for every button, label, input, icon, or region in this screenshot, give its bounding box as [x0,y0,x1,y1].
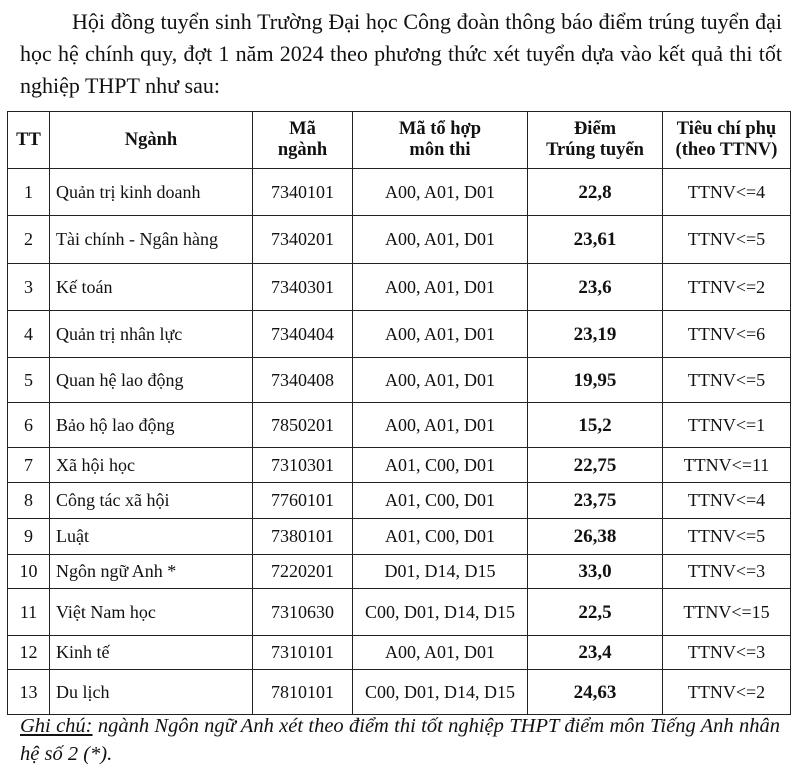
header-to-hop [353,112,528,169]
subject-combination: A00, A01, D01 [353,216,528,264]
major-code: 7310101 [253,636,353,670]
major-name: Công tác xã hội [50,483,253,519]
admission-score: 23,4 [528,636,663,670]
header-tieu-chi [663,112,791,169]
header-to-hop-line-1: Mã tổ hợp [398,119,482,139]
row-number: 7 [8,448,50,483]
header-diem-line-1: Điểm [573,119,617,139]
major-name: Ngôn ngữ Anh * [50,555,253,589]
admission-score: 23,19 [528,311,663,358]
subject-combination: C00, D01, D14, D15 [353,670,528,715]
row-number: 13 [8,670,50,715]
secondary-criterion: TTNV<=11 [663,448,791,483]
header-ma-nganh-line-1: Mã [289,119,316,139]
major-name: Kế toán [50,264,253,311]
major-code: 7310301 [253,448,353,483]
header-nganh: Ngành [50,112,253,169]
major-name: Kinh tế [50,636,253,670]
header-tieu-chi-line-2: (theo TTNV) [675,140,778,160]
subject-combination: A00, A01, D01 [353,636,528,670]
footnote-text: ngành Ngôn ngữ Anh xét theo điểm thi tốt nghiệp THPT điểm môn Tiếng Anh nhân hệ số 2 (*). [20,715,780,765]
secondary-criterion: TTNV<=3 [663,555,791,589]
admission-score: 23,61 [528,216,663,264]
major-name: Du lịch [50,670,253,715]
row-number: 5 [8,358,50,403]
major-code: 7760101 [253,483,353,519]
major-name: Bảo hộ lao động [50,403,253,448]
major-name: Quan hệ lao động [50,358,253,403]
table-row [8,519,791,555]
major-name: Quản trị kinh doanh [50,169,253,216]
row-number: 9 [8,519,50,555]
admission-score: 22,8 [528,169,663,216]
admission-score: 22,75 [528,448,663,483]
major-code: 7810101 [253,670,353,715]
table-row [8,670,791,715]
admission-score: 33,0 [528,555,663,589]
table-row [8,483,791,519]
table-row [8,311,791,358]
table-row [8,358,791,403]
subject-combination: A00, A01, D01 [353,358,528,403]
header-tt: TT [8,112,50,169]
header-diem-line-2: Trúng tuyển [546,140,644,160]
major-code: 7340201 [253,216,353,264]
subject-combination: A00, A01, D01 [353,169,528,216]
major-code: 7340301 [253,264,353,311]
row-number: 6 [8,403,50,448]
subject-combination: A00, A01, D01 [353,264,528,311]
major-code: 7380101 [253,519,353,555]
secondary-criterion: TTNV<=6 [663,311,791,358]
footnote [20,712,780,768]
admission-score: 23,6 [528,264,663,311]
header-diem [528,112,663,169]
admission-scores-table [7,111,791,715]
admission-score: 15,2 [528,403,663,448]
subject-combination: D01, D14, D15 [353,555,528,589]
header-ma-nganh-line-2: ngành [277,140,328,160]
table-header-row [8,112,791,169]
row-number: 1 [8,169,50,216]
admission-score: 22,5 [528,589,663,636]
secondary-criterion: TTNV<=4 [663,169,791,216]
intro-paragraph: Hội đồng tuyển sinh Trường Đại học Công đoàn thông báo điểm trúng tuyển đại học hệ chính quy, đợt 1 năm 2024 theo phương thức xét tuyển dựa vào kết quả thi tốt nghiệp THPT như sau: [20,9,782,98]
secondary-criterion: TTNV<=4 [663,483,791,519]
subject-combination: A01, C00, D01 [353,483,528,519]
header-tieu-chi-line-1: Tiêu chí phụ [676,119,777,139]
row-number: 2 [8,216,50,264]
header-to-hop-line-2: môn thi [409,140,471,160]
row-number: 10 [8,555,50,589]
secondary-criterion: TTNV<=2 [663,670,791,715]
header-ma-nganh [253,112,353,169]
table-row [8,589,791,636]
table-row [8,169,791,216]
subject-combination: A00, A01, D01 [353,311,528,358]
subject-combination: C00, D01, D14, D15 [353,589,528,636]
major-code: 7850201 [253,403,353,448]
secondary-criterion: TTNV<=5 [663,216,791,264]
major-name: Việt Nam học [50,589,253,636]
table-row [8,555,791,589]
major-name: Luật [50,519,253,555]
table-row [8,448,791,483]
admission-score: 19,95 [528,358,663,403]
table-row [8,403,791,448]
major-name: Tài chính - Ngân hàng [50,216,253,264]
table-row [8,264,791,311]
secondary-criterion: TTNV<=5 [663,519,791,555]
footnote-label: Ghi chú: [20,715,93,737]
admission-score: 24,63 [528,670,663,715]
secondary-criterion: TTNV<=2 [663,264,791,311]
secondary-criterion: TTNV<=15 [663,589,791,636]
major-code: 7340408 [253,358,353,403]
subject-combination: A01, C00, D01 [353,519,528,555]
row-number: 12 [8,636,50,670]
major-code: 7310630 [253,589,353,636]
major-name: Xã hội học [50,448,253,483]
secondary-criterion: TTNV<=1 [663,403,791,448]
major-code: 7340101 [253,169,353,216]
secondary-criterion: TTNV<=3 [663,636,791,670]
admission-score: 23,75 [528,483,663,519]
row-number: 8 [8,483,50,519]
admission-score: 26,38 [528,519,663,555]
subject-combination: A01, C00, D01 [353,448,528,483]
major-name: Quản trị nhân lực [50,311,253,358]
secondary-criterion: TTNV<=5 [663,358,791,403]
major-code: 7220201 [253,555,353,589]
subject-combination: A00, A01, D01 [353,403,528,448]
row-number: 11 [8,589,50,636]
table-row [8,216,791,264]
table-row [8,636,791,670]
major-code: 7340404 [253,311,353,358]
row-number: 4 [8,311,50,358]
row-number: 3 [8,264,50,311]
